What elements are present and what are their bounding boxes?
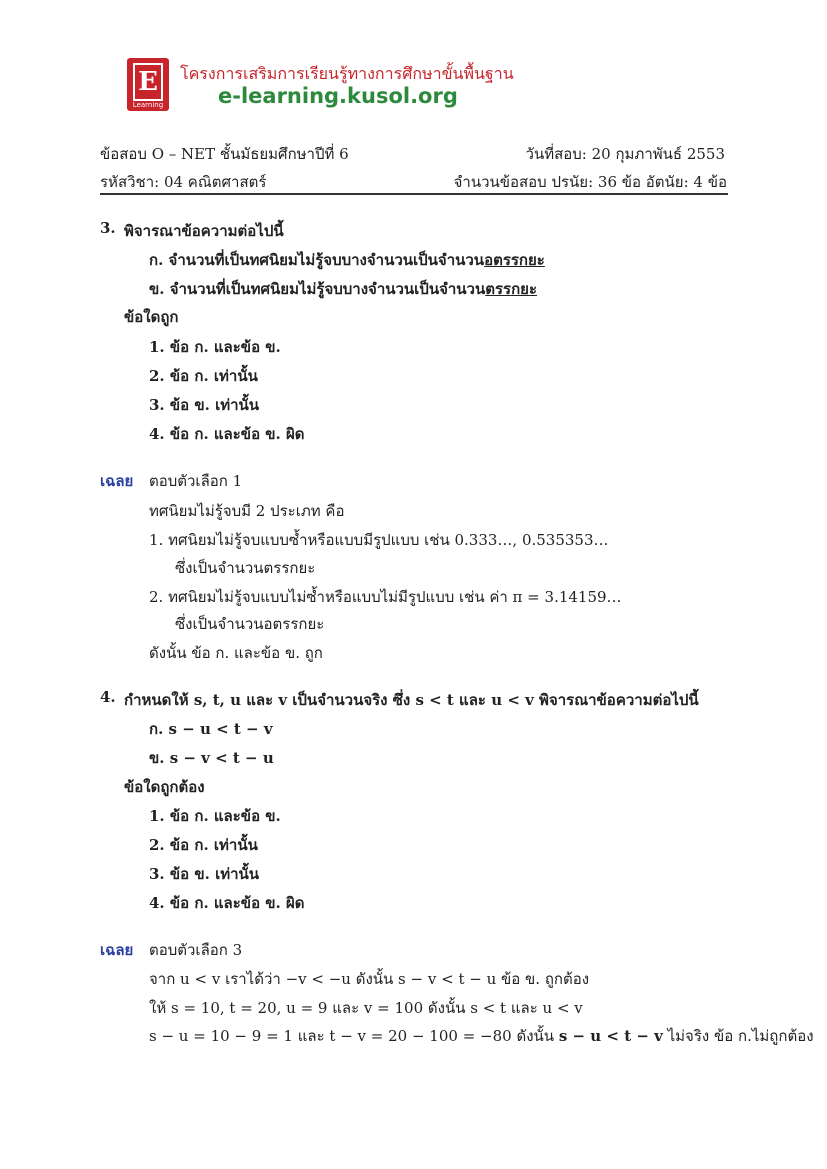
q4-number: 4.: [100, 688, 116, 706]
exam-title: ข้อสอบ O – NET ชั้นมัธยมศึกษาปีที่ 6: [100, 145, 349, 163]
answer-label: เฉลย: [100, 941, 134, 959]
a4-line-part: s − u = 10 − 9 = 1 และ t − v = 20 − 100 = −80 ดังนั้น: [149, 1027, 559, 1045]
q4-statement-a: ก. s − u < t − v: [149, 720, 273, 738]
q3-statement-a-text: ก. จำนวนที่เป็นทศนิยมไม่รู้จบบางจำนวนเป็นจำนวน: [149, 251, 485, 269]
q3-question: ข้อใดถูก: [124, 308, 179, 326]
q3-choice: 1. ข้อ ก. และข้อ ข.: [149, 338, 281, 356]
q3-statement-b-underlined: ตรรกยะ: [485, 280, 538, 298]
q3-stem: พิจารณาข้อความต่อไปนี้: [124, 222, 284, 240]
subject-code: รหัสวิชา: 04 คณิตศาสตร์: [100, 173, 267, 191]
question-count: จำนวนข้อสอบ ปรนัย: 36 ข้อ อัตนัย: 4 ข้อ: [453, 173, 727, 191]
q3-choice: 3. ข้อ ข. เท่านั้น: [149, 396, 260, 414]
q3-statement-b: [149, 277, 537, 301]
q3-choice: 4. ข้อ ก. และข้อ ข. ผิด: [149, 425, 305, 443]
q4-choice: 4. ข้อ ก. และข้อ ข. ผิด: [149, 894, 305, 912]
q3-number: 3.: [100, 219, 116, 237]
exam-date: วันที่สอบ: 20 กุมภาพันธ์ 2553: [525, 145, 725, 163]
q4-choice: 1. ข้อ ก. และข้อ ข.: [149, 807, 281, 825]
a4-line: [149, 1024, 814, 1048]
brand-title: โครงการเสริมการเรียนรู้ทางการศึกษาขั้นพื้นฐาน: [180, 64, 514, 83]
logo: [127, 58, 169, 111]
q4-choice: 3. ข้อ ข. เท่านั้น: [149, 865, 260, 883]
header-divider: [100, 193, 728, 195]
a3-line: 1. ทศนิยมไม่รู้จบแบบซ้ำหรือแบบมีรูปแบบ เช่น 0.333…, 0.535353…: [149, 531, 609, 549]
q3-statement-a: [149, 248, 545, 272]
a3-line: ซึ่งเป็นจำนวนตรรกยะ: [175, 559, 316, 577]
a3-answer: ตอบตัวเลือก 1: [149, 472, 243, 490]
q4-statement-b: ข. s − v < t − u: [149, 749, 274, 767]
logo-letter: E: [133, 63, 163, 101]
q3-statement-a-underlined: อตรรกยะ: [484, 251, 545, 269]
a4-line-emphasis: s − u < t − v: [558, 1027, 663, 1045]
brand-url: e-learning.kusol.org: [218, 84, 458, 108]
a3-line: ดังนั้น ข้อ ก. และข้อ ข. ถูก: [149, 644, 323, 662]
q4-choice: 2. ข้อ ก. เท่านั้น: [149, 836, 258, 854]
q4-stem: กำหนดให้ s, t, u และ v เป็นจำนวนจริง ซึ่ง s < t และ u < v พิจารณาข้อความต่อไปนี้: [124, 691, 699, 709]
a4-line: จาก u < v เราได้ว่า −v < −u ดังนั้น s − v < t − u ข้อ ข. ถูกต้อง: [149, 970, 590, 988]
q3-statement-b-text: ข. จำนวนที่เป็นทศนิยมไม่รู้จบบางจำนวนเป็นจำนวน: [149, 280, 486, 298]
answer-label: เฉลย: [100, 472, 134, 490]
logo-label: Learning: [132, 101, 164, 109]
a3-line: ทศนิยมไม่รู้จบมี 2 ประเภท คือ: [149, 502, 345, 520]
a4-line-part: ไม่จริง ข้อ ก.ไม่ถูกต้อง: [662, 1027, 814, 1045]
q3-choice: 2. ข้อ ก. เท่านั้น: [149, 367, 258, 385]
a3-line: ซึ่งเป็นจำนวนอตรรกยะ: [175, 615, 325, 633]
q4-question: ข้อใดถูกต้อง: [124, 778, 205, 796]
a3-line: 2. ทศนิยมไม่รู้จบแบบไม่ซ้ำหรือแบบไม่มีรูปแบบ เช่น ค่า π = 3.14159…: [149, 588, 622, 606]
a4-answer: ตอบตัวเลือก 3: [149, 941, 243, 959]
a4-line: ให้ s = 10, t = 20, u = 9 และ v = 100 ดังนั้น s < t และ u < v: [149, 999, 583, 1017]
